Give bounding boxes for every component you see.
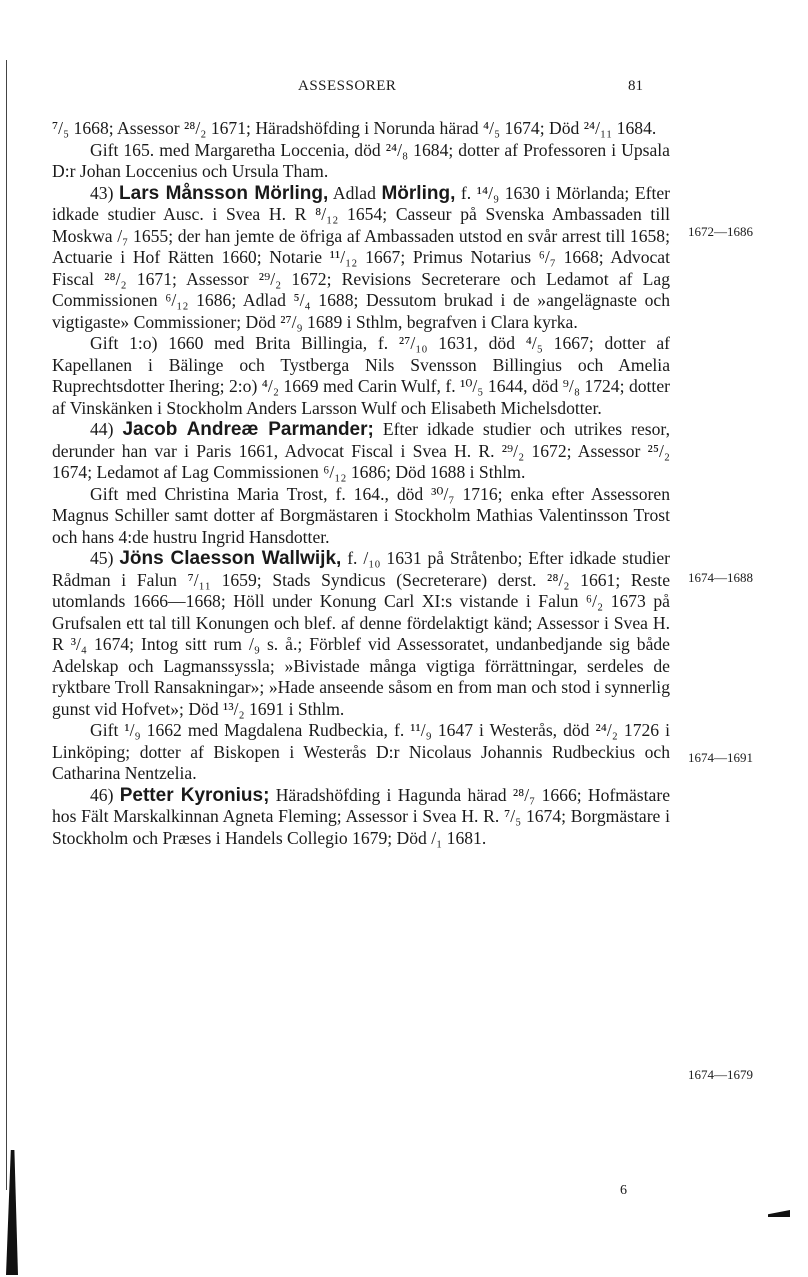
entry-paragraph <box>52 785 670 850</box>
signature-mark: 6 <box>620 1183 627 1198</box>
corner-mark <box>768 1210 790 1217</box>
paragraph: Gift med Christina Maria Trost, f. 164., död ³⁰/₇ 1716; enka efter Assessoren Magnus Schiller samt dotter af Borgmästaren i Stockholm Mathias Valentinsson Trost och hans 4:de hustru Ingrid Hansdotter. <box>52 483 670 547</box>
entry-number: 45) <box>90 548 114 568</box>
entry-paragraph <box>52 548 670 720</box>
entry-number: 44) <box>90 419 114 439</box>
person-name: Lars Månsson Mörling, <box>119 182 329 204</box>
margin-note-years: 1672—1686 <box>688 224 753 239</box>
margin-note-years: 1674—1679 <box>688 1067 753 1082</box>
entry-number: 46) <box>90 784 114 805</box>
margin-note-years: 1674—1691 <box>688 750 753 765</box>
entry-paragraph <box>52 183 670 334</box>
person-name: Jöns Claesson Wallwijk, <box>119 548 342 569</box>
margin-note-years: 1674—1688 <box>688 570 753 585</box>
binding-edge-mark <box>6 1150 18 1275</box>
entry-paragraph <box>52 419 670 484</box>
page-edge-line <box>6 60 7 1190</box>
paragraph: Gift ¹/₉ 1662 med Magdalena Rudbeckia, f. ¹¹/₉ 1647 i Westerås, död ²⁴/₂ 1726 i Linköping; dotter af Biskopen i Westerås D:r Nicolaus Johannis Rudbeckius och Catharina Nentzelia. <box>52 720 670 783</box>
paragraph: ⁷/₅ 1668; Assessor ²⁸/₂ 1671; Häradshöfding i Norunda härad ⁴/₅ 1674; Död ²⁴/₁₁ 1684. <box>52 118 657 138</box>
entry-text: Efter idkade studier och utrikes resor, derunder han var i Paris 1661, Advocat Fiscal i Svea H. R. ²⁹/₂ 1672; Assessor ²⁵/₂ 1674; Ledamot af Lag Commissionen ⁶/₁₂ 1686; Död 1688 i Sthlm. <box>52 419 670 482</box>
person-name: Petter Kyronius; <box>119 784 270 806</box>
person-name-ennobled: Mörling, <box>381 182 456 204</box>
text-body <box>52 118 670 849</box>
entry-number: 43) <box>90 182 114 203</box>
page-number: 81 <box>628 78 643 94</box>
entry-text: f. /₁₀ 1631 på Stråtenbo; Efter idkade studier Rådman i Falun ⁷/₁₁ 1659; Stads Syndicus (Secreterare) derst. ²⁸/₂ 1661; Reste utomlands 1666—1668; Höll under Konung Carl XI:s vistande i Falun ⁶/₂ 1673 på Grufsalen ett tal till Konungen och blef. af denne fördelaktigt känd; Assessor i Svea H. R ³/₄ 1674; Intog sitt rum /₉ s. å.; Förblef vid Assessoratet, undanbedjande sig både Adelskap och Lagmanssyssla; »Bivistade många vigtiga förrättningar, serdeles de ryktbare Troll Ransakningar»; »Hade anseende såsom en from man och stod i synnerlig gunst vid Hofvet»; Död ¹³/₂ 1691 i Sthlm. <box>52 548 670 719</box>
paragraph: Gift 165. med Margaretha Loccenia, död ²⁴/₈ 1684; dotter af Professoren i Upsala D:r Johan Loccenius och Ursula Tham. <box>52 139 670 181</box>
entry-text: Häradshöfding i Hagunda härad ²⁸/₇ 1666; Hofmästare hos Fält Marskalkinnan Agneta Fleming; Assessor i Svea H. R. ⁷/₅ 1674; Borgmästare i Stockholm och Præses i Handels Collegio 1679; Död /₁ 1681. <box>52 784 671 848</box>
entry-connector: Adlad <box>328 182 382 203</box>
person-name: Jacob Andreæ Parmander; <box>122 419 374 440</box>
running-header-title: ASSESSORER <box>298 78 397 94</box>
paragraph: Gift 1:o) 1660 med Brita Billingia, f. ²⁷/₁₀ 1631, död ⁴/₅ 1667; dotter af Kapellanen i Bälinge och Tystberga Nils Svensson Billingius och Amelia Ruprechtsdotter Ihering; 2:o) ⁴/₂ 1669 med Carin Wulf, f. ¹⁰/₅ 1644, död ⁹/₈ 1724; dotter af Vinskänken i Stockholm Anders Larsson Wulf och Elisabeth Michelsdotter. <box>52 333 670 418</box>
entry-text: f. ¹⁴/₉ 1630 i Mörlanda; Efter idkade studier Ausc. i Svea H. R ⁸/₁₂ 1654; Casseur på Svenska Ambassaden till Moskwa /₇ 1655; der han jemte de öfriga af Ambassaden utstod en svår arrest till 1658; Actuarie i Hof Rätten 1660; Notarie ¹¹/₁₂ 1667; Primus Notarius ⁶/₇ 1668; Advocat Fiscal ²⁸/₂ 1671; Assessor ²⁹/₂ 1672; Revisions Secreterare och Ledamot af Lag Commissionen ⁶/₁₂ 1686; Adlad ⁵/₄ 1688; Dessutom brukad i de »angelägnaste och vigtigaste» Commissioner; Död ²⁷/₉ 1689 i Sthlm, begrafven i Clara kyrka. <box>52 182 670 332</box>
